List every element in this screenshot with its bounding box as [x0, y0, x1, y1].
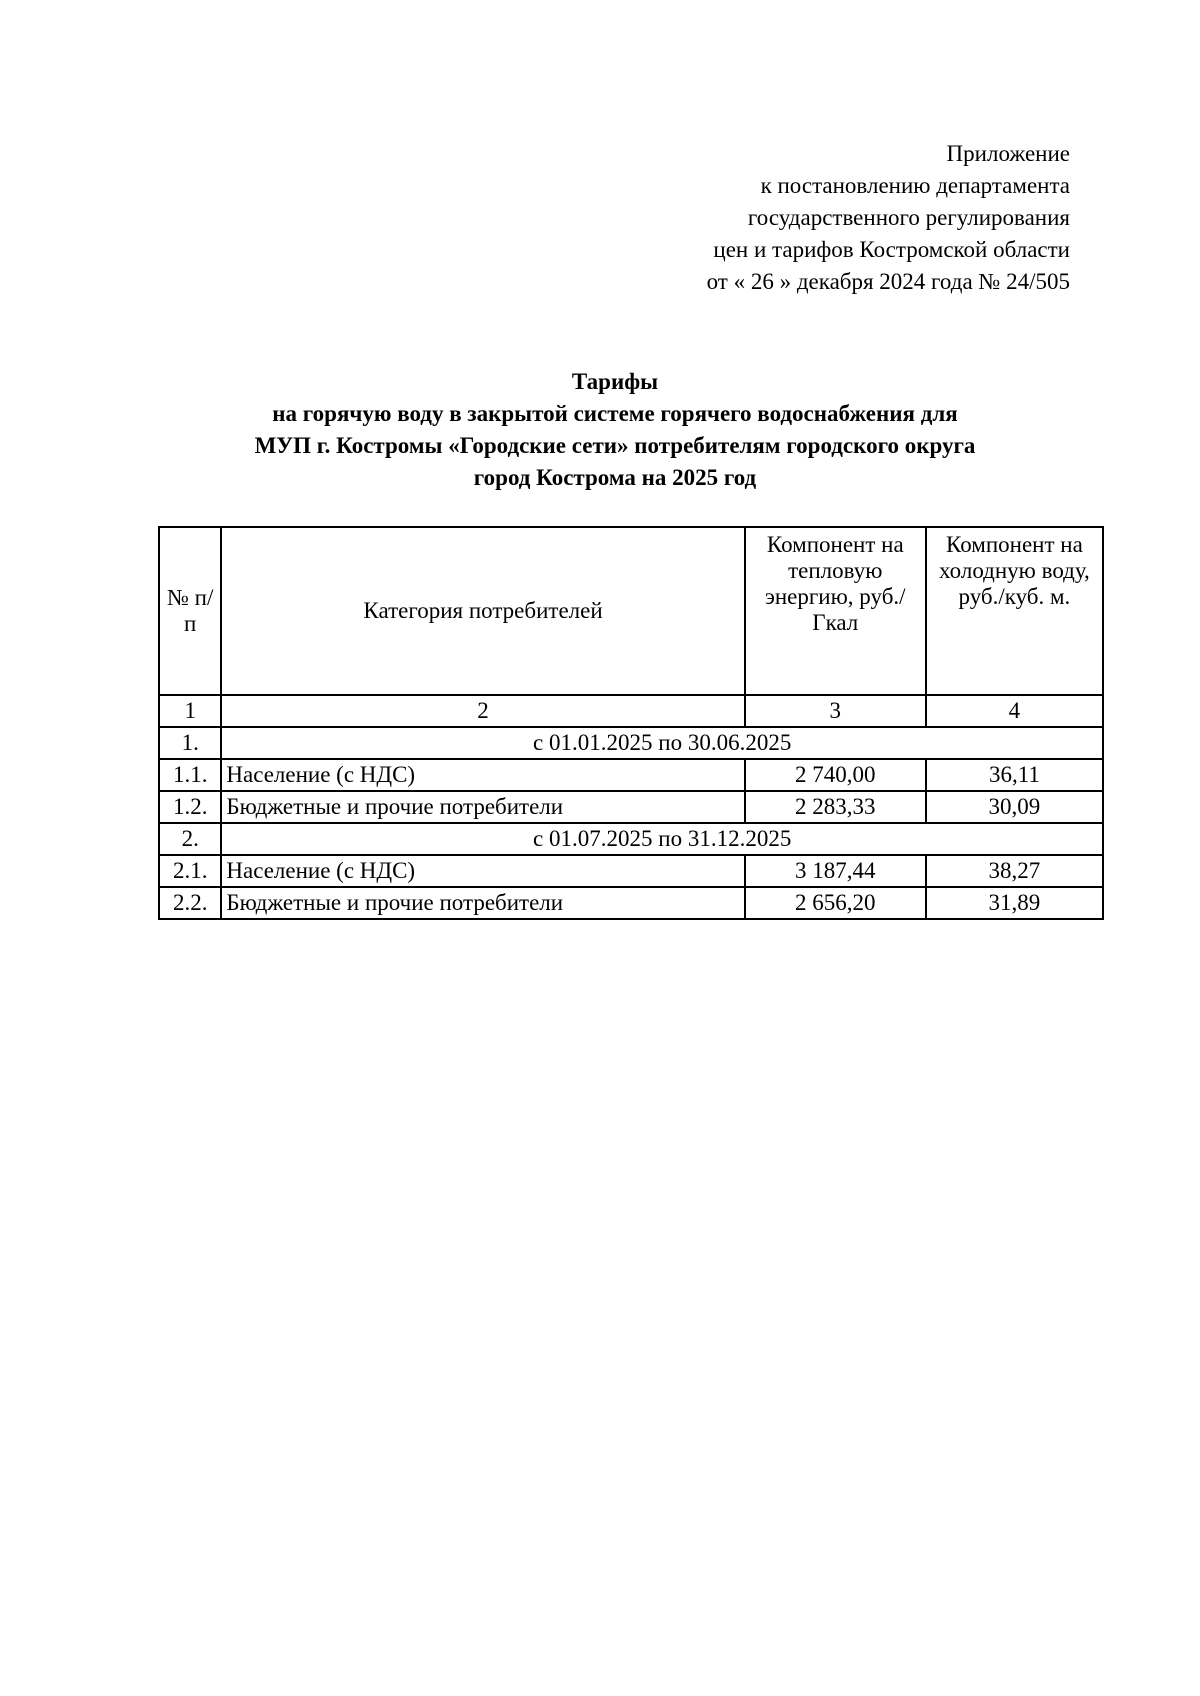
- column-number: 1: [159, 695, 221, 727]
- row-heat-value: 2 283,33: [745, 791, 926, 823]
- table-row: [159, 887, 1103, 919]
- period-label: с 01.07.2025 по 31.12.2025: [221, 823, 1103, 855]
- title-line: Тарифы: [571, 369, 659, 394]
- column-numbers-row: [159, 695, 1103, 727]
- row-category: Бюджетные и прочие потребители: [221, 887, 744, 919]
- row-num: 2.2.: [159, 887, 221, 919]
- row-heat-value: 2 740,00: [745, 759, 926, 791]
- row-num: 2.1.: [159, 855, 221, 887]
- appendix-block: [707, 138, 1070, 298]
- period-label: с 01.01.2025 по 30.06.2025: [221, 727, 1103, 759]
- row-heat-value: 3 187,44: [745, 855, 926, 887]
- appendix-line: Приложение: [946, 141, 1070, 166]
- row-cold-value: 31,89: [926, 887, 1103, 919]
- table-header-row: [159, 527, 1103, 695]
- column-number: 3: [745, 695, 926, 727]
- table-row: [159, 759, 1103, 791]
- period-row: [159, 727, 1103, 759]
- header-cold-component: Компонент на холодную воду, руб./куб. м.: [926, 527, 1103, 695]
- header-category: Категория потребителей: [221, 527, 744, 695]
- table-row: [159, 855, 1103, 887]
- row-cold-value: 30,09: [926, 791, 1103, 823]
- row-category: Население (с НДС): [221, 759, 744, 791]
- appendix-line: цен и тарифов Костромской области: [713, 237, 1070, 262]
- table-row: [159, 791, 1103, 823]
- row-cold-value: 38,27: [926, 855, 1103, 887]
- period-num: 2.: [159, 823, 221, 855]
- tariffs-table: [158, 526, 1104, 920]
- header-heat-component: Компонент на тепловую энергию, руб./Гкал: [745, 527, 926, 695]
- column-number: 2: [221, 695, 744, 727]
- appendix-line: к постановлению департамента: [760, 173, 1070, 198]
- title-line: МУП г. Костромы «Городские сети» потребителям городского округа: [254, 433, 976, 458]
- row-cold-value: 36,11: [926, 759, 1103, 791]
- row-num: 1.2.: [159, 791, 221, 823]
- column-number: 4: [926, 695, 1103, 727]
- row-num: 1.1.: [159, 759, 221, 791]
- appendix-line: государственного регулирования: [747, 205, 1070, 230]
- title-line: на горячую воду в закрытой системе горячего водоснабжения для: [272, 401, 958, 426]
- document-title: [120, 366, 1110, 494]
- row-heat-value: 2 656,20: [745, 887, 926, 919]
- header-num: № п/п: [159, 527, 221, 695]
- period-row: [159, 823, 1103, 855]
- appendix-line: от « 26 » декабря 2024 года № 24/505: [706, 269, 1070, 294]
- period-num: 1.: [159, 727, 221, 759]
- row-category: Бюджетные и прочие потребители: [221, 791, 744, 823]
- row-category: Население (с НДС): [221, 855, 744, 887]
- title-line: город Кострома на 2025 год: [473, 465, 757, 490]
